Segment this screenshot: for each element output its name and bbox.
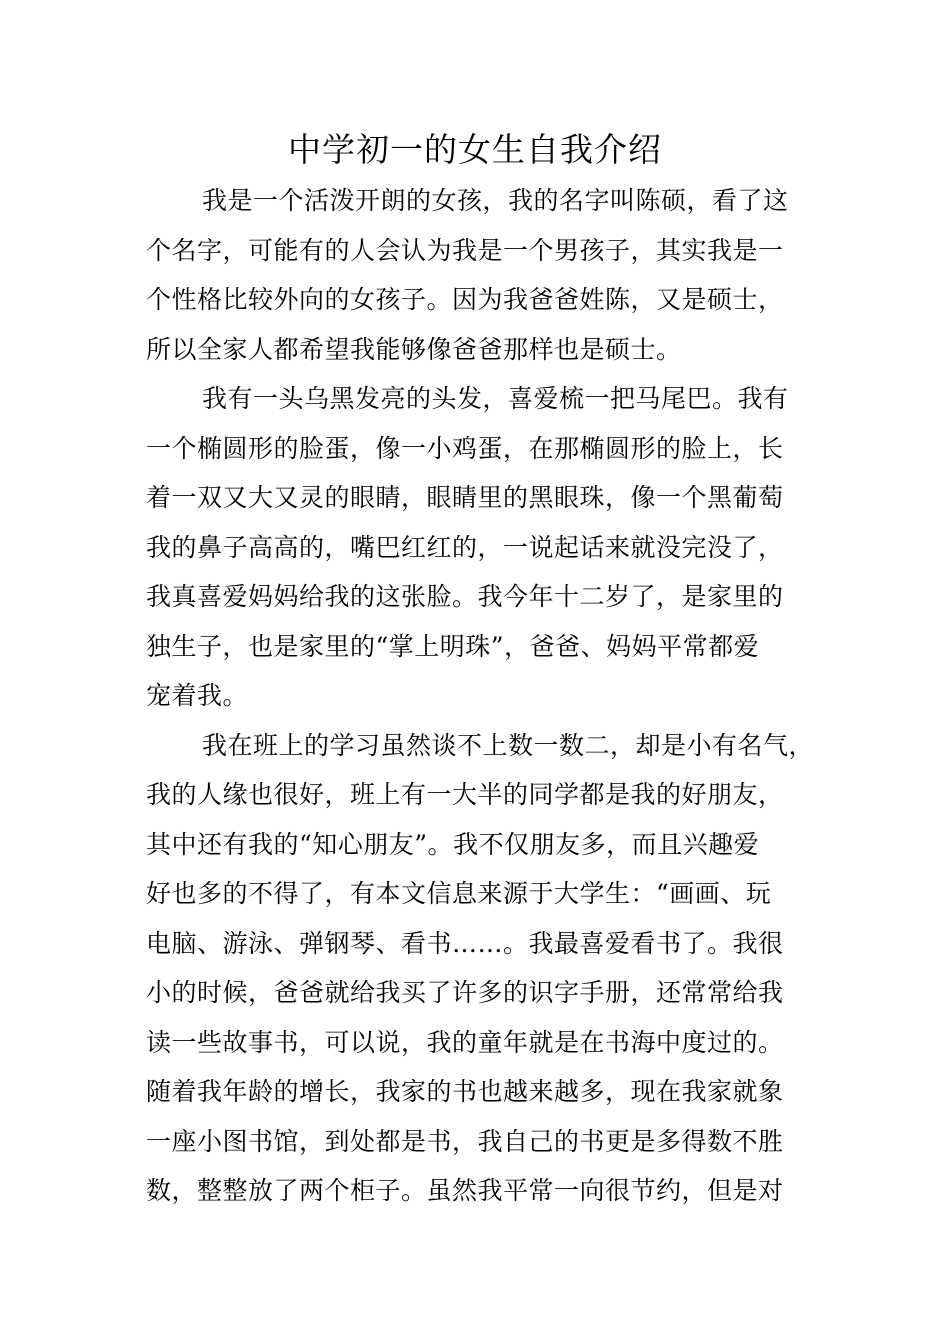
text-line: 随着我年龄的增长，我家的书也越来越多，现在我家就象 xyxy=(146,1077,784,1106)
text-line: 所以全家人都希望我能够像爸爸那样也是硕士。 xyxy=(146,334,682,364)
text-line: 其中还有我的“知心朋友”。我不仅朋友多，而且兴趣爱 xyxy=(146,829,760,859)
text-line: 我有一头乌黑发亮的头发，喜爱梳一把马尾巴。我有 xyxy=(202,384,789,413)
text-line: 一个椭圆形的脸蛋，像一小鸡蛋，在那椭圆形的脸上，长 xyxy=(146,433,784,463)
text-line: 个性格比较外向的女孩子。因为我爸爸姓陈，又是硕士， xyxy=(146,285,784,314)
document-title: 中学初一的女生自我介绍 xyxy=(288,130,662,169)
text-line: 电脑、游泳、弹钢琴、看书……。我最喜爱看书了。我很 xyxy=(146,928,784,958)
text-line: 我真喜爱妈妈给我的这张脸。我今年十二岁了，是家里的 xyxy=(146,582,784,611)
document-body xyxy=(146,176,826,1216)
text-line: 我在班上的学习虽然谈不上数一数二，却是小有名气， xyxy=(202,730,815,760)
text-line: 一座小图书馆，到处都是书，我自己的书更是多得数不胜 xyxy=(146,1126,784,1156)
text-line: 宠着我。 xyxy=(146,681,249,710)
text-line: 着一双又大又灵的眼睛，眼睛里的黑眼珠，像一个黑葡萄 xyxy=(146,483,784,512)
text-line: 读一些故事书，可以说，我的童年就是在书海中度过的。 xyxy=(146,1027,784,1057)
text-line: 我的鼻子高高的，嘴巴红红的，一说起话来就没完没了， xyxy=(146,532,784,562)
text-line: 数，整整放了两个柜子。虽然我平常一向很节约，但是对 xyxy=(146,1176,784,1205)
text-line: 好也多的不得了，有本文信息来源于大学生：“画画、玩 xyxy=(146,879,772,908)
text-line: 小的时候，爸爸就给我买了许多的识字手册，还常常给我 xyxy=(146,978,784,1007)
text-line: 我的人缘也很好，班上有一大半的同学都是我的好朋友， xyxy=(146,780,784,809)
text-line: 我是一个活泼开朗的女孩，我的名字叫陈硕，看了这 xyxy=(202,186,789,215)
text-line: 独生子，也是家里的“掌上明珠”，爸爸、妈妈平常都爱 xyxy=(146,631,760,661)
text-line: 个名字，可能有的人会认为我是一个男孩子，其实我是一 xyxy=(146,235,784,265)
